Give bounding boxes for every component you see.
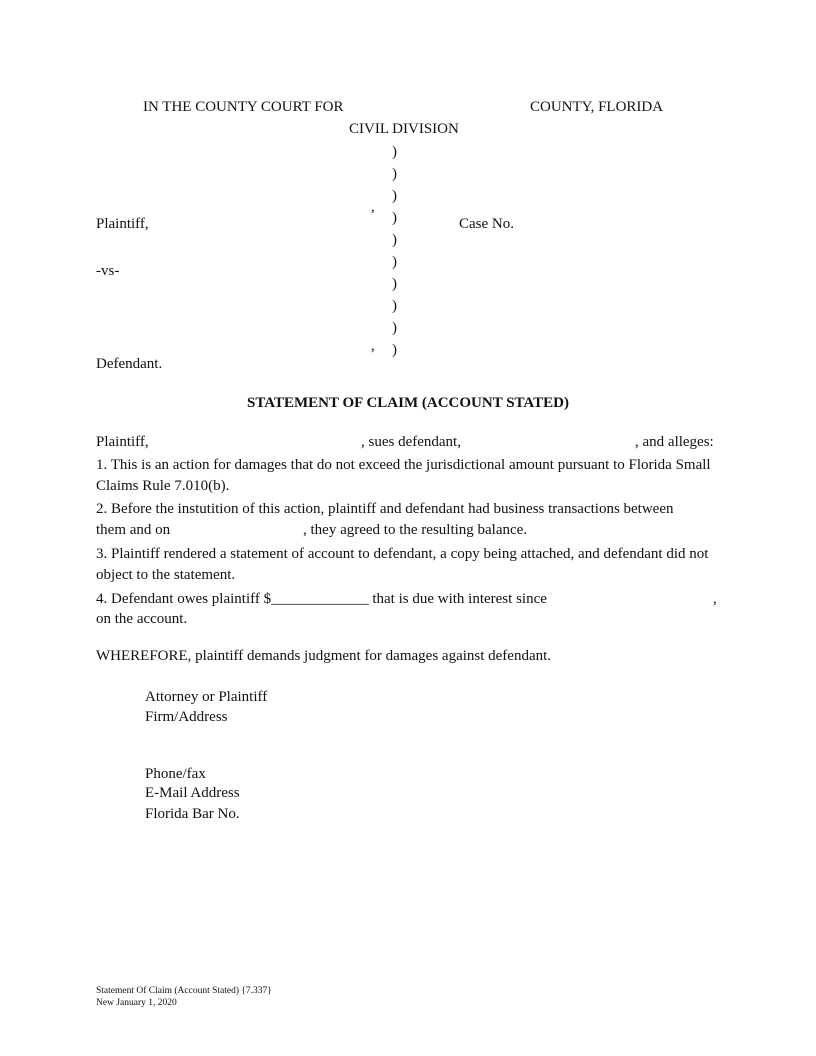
caption-parentheses: [392, 141, 397, 361]
court-right-heading: COUNTY, FLORIDA: [530, 99, 664, 115]
caption-paren: ): [392, 298, 397, 314]
allegation-paragraph-3: 3. Plaintiff rendered a statement of account to defendant, a copy being attached, and defendant did not object to the statement.: [96, 546, 709, 583]
plaintiff-label: Plaintiff,: [96, 216, 149, 232]
intro-and-alleges: , and alleges:: [635, 434, 714, 450]
caption-paren: ): [392, 210, 397, 226]
allegation-paragraph-2-start: them and on: [96, 522, 171, 538]
caption-paren: ): [392, 232, 397, 248]
footer-revision-date: New January 1, 2020: [96, 998, 177, 1008]
footer-form-title: Statement Of Claim (Account Stated) {7.337}: [96, 986, 272, 996]
caption-paren: ): [392, 166, 397, 182]
caption-paren: ): [392, 188, 397, 204]
signature-phone-fax: Phone/fax: [145, 766, 206, 782]
document-title: STATEMENT OF CLAIM (ACCOUNT STATED): [247, 395, 569, 411]
intro-plaintiff: Plaintiff,: [96, 434, 149, 450]
allegation-paragraph-2-end: , they agreed to the resulting balance.: [303, 522, 528, 538]
case-number-label: Case No.: [459, 216, 514, 232]
allegation-paragraph-1: 1. This is an action for damages that do not exceed the jurisdictional amount pursuant to Florida Small Claims Rule 7.010(b).: [96, 457, 711, 494]
defendant-label: Defendant.: [96, 356, 163, 372]
signature-email: E-Mail Address: [145, 785, 240, 801]
allegation-paragraph-2-line-1: 2. Before the instutition of this action, plaintiff and defendant had business transactions between: [96, 501, 674, 517]
plaintiff-name-comma: ,: [371, 199, 375, 215]
signature-firm-address: Firm/Address: [145, 709, 228, 725]
allegation-paragraph-4-comma: ,: [713, 591, 717, 607]
caption-paren: ): [392, 342, 397, 358]
wherefore-clause: WHEREFORE, plaintiff demands judgment for damages against defendant.: [96, 648, 552, 664]
signature-attorney: Attorney or Plaintiff: [145, 689, 268, 705]
allegation-paragraph-4-start: 4. Defendant owes plaintiff $_____________ that is due with interest since: [96, 591, 547, 607]
form-footer: [96, 985, 272, 1009]
intro-sues-defendant: , sues defendant,: [361, 434, 461, 450]
defendant-name-comma: ,: [371, 338, 375, 354]
caption-paren: ): [392, 144, 397, 160]
caption-paren: ): [392, 276, 397, 292]
court-left-heading: IN THE COUNTY COURT FOR: [143, 99, 344, 115]
caption-paren: ): [392, 320, 397, 336]
vs-label: -vs-: [96, 263, 120, 279]
caption-paren: ): [392, 254, 397, 270]
allegation-paragraph-4-line-2: on the account.: [96, 611, 188, 627]
division-heading: CIVIL DIVISION: [349, 121, 459, 137]
signature-bar-number: Florida Bar No.: [145, 806, 240, 822]
